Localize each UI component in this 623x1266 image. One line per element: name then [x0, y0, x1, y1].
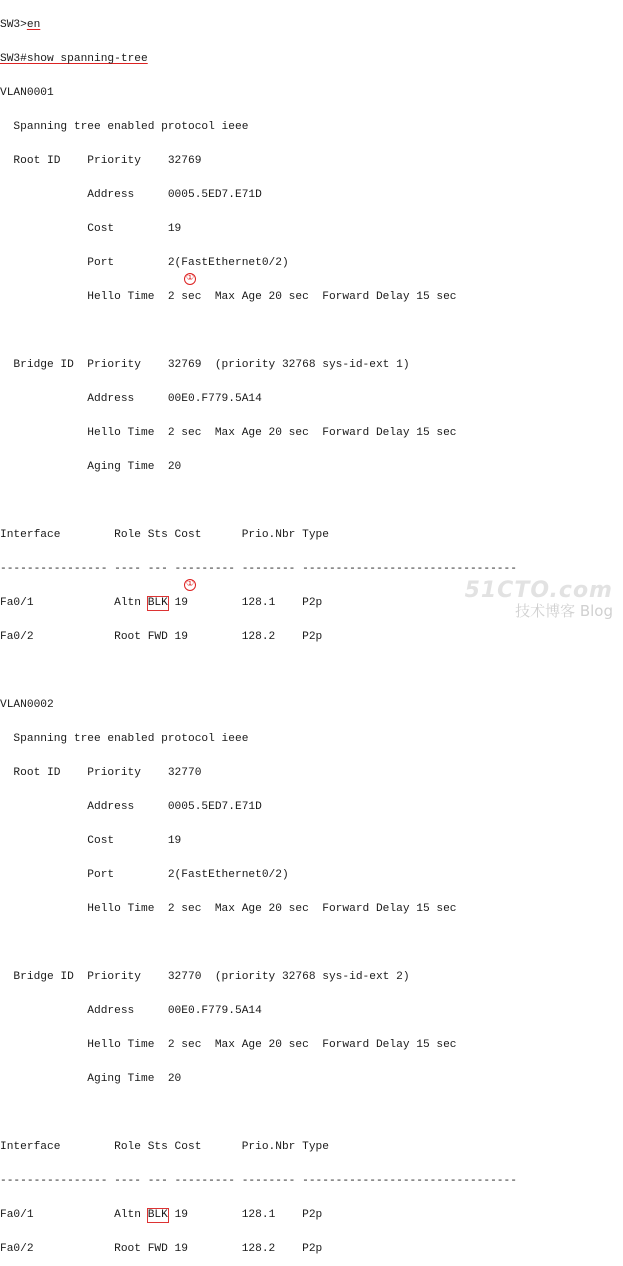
- blank-line: [0, 663, 623, 680]
- watermark-brand: 51CTO.com: [464, 578, 613, 603]
- vlan2-table-header: Interface Role Sts Cost Prio.Nbr Type: [0, 1141, 329, 1153]
- vlan2-root-cost: Cost 19: [0, 835, 182, 847]
- prompt: SW3>: [0, 19, 27, 31]
- vlan2-protocol: Spanning tree enabled protocol ieee: [0, 733, 249, 745]
- vlan1-title: VLAN0001: [0, 87, 54, 99]
- vlan1-root-address: Address 0005.5ED7.E71D: [0, 189, 262, 201]
- vlan1-bridge-address: Address 00E0.F779.5A14: [0, 393, 262, 405]
- vlan2-bridge-aging: Aging Time 20: [0, 1073, 182, 1085]
- blank-line: [0, 323, 623, 340]
- command-show: [0, 53, 148, 65]
- vlan2-root-address: Address 0005.5ED7.E71D: [0, 801, 262, 813]
- vlan1-table-separator: ---------------- ---- --- --------- -------- --------------------------------: [0, 563, 517, 575]
- vlan1-root-cost: Cost 19: [0, 223, 182, 235]
- annotation-marker-1: ①: [185, 273, 195, 283]
- blk-status-highlight: BLK: [147, 1209, 168, 1221]
- vlan1-root-port: Port 2(FastEthernet0/2): [0, 257, 289, 269]
- blank-line: [0, 493, 623, 510]
- vlan1-row-fa0-2: Fa0/2 Root FWD 19 128.2 P2p: [0, 631, 323, 643]
- row-text: Fa0/1 Altn: [0, 597, 148, 609]
- vlan1-root-hello: Hello Time 2 sec Max Age 20 sec Forward Delay 15 sec: [0, 291, 457, 303]
- command-text: show spanning-tree: [26, 53, 148, 65]
- row-text: Fa0/1 Altn: [0, 1209, 148, 1221]
- vlan1-bridge-hello: Hello Time 2 sec Max Age 20 sec Forward Delay 15 sec: [0, 427, 457, 439]
- watermark: [465, 580, 613, 619]
- vlan1-bridge-aging: Aging Time 20: [0, 461, 182, 473]
- vlan2-root-port: Port 2(FastEthernet0/2): [0, 869, 289, 881]
- vlan1-root-priority: Root ID Priority 32769: [0, 155, 202, 167]
- blank-line: [0, 1105, 623, 1122]
- blank-line: [0, 935, 623, 952]
- vlan2-root-priority: Root ID Priority 32770: [0, 767, 202, 779]
- vlan2-bridge-address: Address 00E0.F779.5A14: [0, 1005, 262, 1017]
- watermark-tagline: 技术博客 Blog: [515, 602, 613, 620]
- blk-status-highlight: BLK: [147, 597, 168, 609]
- vlan1-table-header: Interface Role Sts Cost Prio.Nbr Type: [0, 529, 329, 541]
- line-prompt-show: [0, 51, 623, 68]
- line-prompt-en: [0, 17, 623, 34]
- row-text: 19 128.1 P2p: [167, 1209, 323, 1221]
- vlan2-bridge-hello: Hello Time 2 sec Max Age 20 sec Forward Delay 15 sec: [0, 1039, 457, 1051]
- vlan2-title: VLAN0002: [0, 699, 54, 711]
- vlan1-bridge-priority: Bridge ID Priority 32769 (priority 32768 sys-id-ext 1): [0, 359, 410, 371]
- vlan2-row-fa0-1: [0, 1207, 623, 1224]
- vlan2-table-separator: ---------------- ---- --- --------- -------- --------------------------------: [0, 1175, 517, 1187]
- vlan2-row-fa0-2: Fa0/2 Root FWD 19 128.2 P2p: [0, 1243, 323, 1255]
- row-text: 19 128.1 P2p: [167, 597, 323, 609]
- annotation-marker-2: ①: [185, 579, 195, 589]
- vlan2-root-hello: Hello Time 2 sec Max Age 20 sec Forward Delay 15 sec: [0, 903, 457, 915]
- vlan1-protocol: Spanning tree enabled protocol ieee: [0, 121, 249, 133]
- prompt: SW3#: [0, 53, 27, 65]
- vlan2-bridge-priority: Bridge ID Priority 32770 (priority 32768 sys-id-ext 2): [0, 971, 410, 983]
- command-en: en: [26, 19, 41, 31]
